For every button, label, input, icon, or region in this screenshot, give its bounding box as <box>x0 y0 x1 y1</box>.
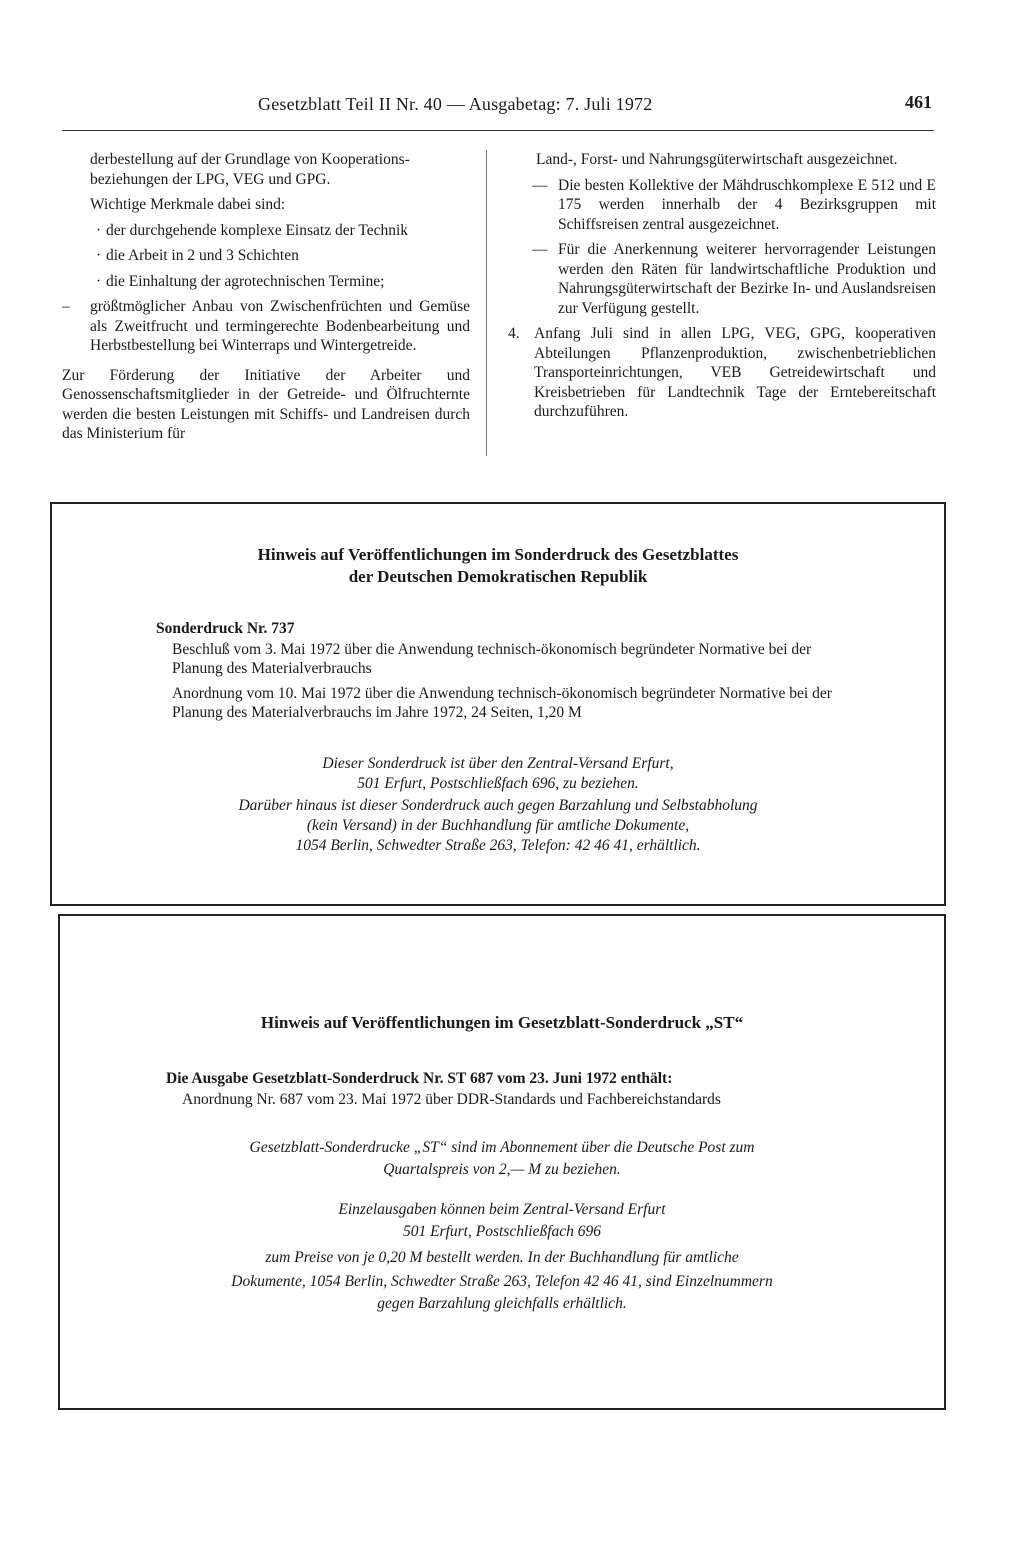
notice-heading: Die Ausgabe Gesetzblatt-Sonderdruck Nr. ST 687 vom 23. Juni 1972 enthält: <box>166 1070 673 1087</box>
dash-item-text: Für die Anerkennung weiterer hervorragender Leistungen werden den Räten für landwirtschaftliche Produktion und Nahrungsgüterwirtschaft der Bezirke In- und Auslandsreisen zur Verfügung gestellt. <box>558 241 936 317</box>
pickup-info-line: 1054 Berlin, Schwedter Straße 263, Telefon: 42 46 41, erhältlich. <box>295 837 701 854</box>
single-issue-line: gegen Barzahlung gleichfalls erhältlich. <box>377 1295 627 1312</box>
feature-item <box>62 272 470 292</box>
single-issue-line: Einzelausgaben können beim Zentral-Versand Erfurt <box>338 1201 666 1218</box>
single-issue-line: Dokumente, 1054 Berlin, Schwedter Straße 263, Telefon 42 46 41, sind Einzelnummern <box>231 1273 773 1290</box>
bullet-dot: · <box>96 272 102 290</box>
feature-text: die Einhaltung der agrotechnischen Termine; <box>106 272 385 290</box>
numbered-item-text: Anfang Juli sind in allen LPG, VEG, GPG, kooperativen Abteilungen Pflanzenproduktion, zwischenbetrieblichen Transporteinrichtungen, VEB Getreidewirtschaft und Kreisbetrieben für Landtechnik Tage der Erntebereitschaft durchzuführen. <box>534 325 936 420</box>
features-label: Wichtige Merkmale dabei sind: <box>90 196 286 213</box>
continuation-paragraph: Land-, Forst- und Nahrungsgüterwirtschaft ausgezeichnet. <box>536 151 898 168</box>
feature-item <box>62 246 470 266</box>
notice-box-st <box>58 914 946 1410</box>
closing-paragraph: Zur Förderung der Initiative der Arbeiter und Genossenschaftsmitglieder in der Getreide- und Ölfruchternte werden die besten Leistungen mit Schiffs- und Landreisen durch das Ministerium für <box>62 366 470 442</box>
dash-item <box>508 240 936 318</box>
page-number: 461 <box>905 92 932 112</box>
notice-entry: Anordnung vom 10. Mai 1972 über die Anwendung technisch-ökonomisch begründeter Normative bei der Planung des Materialverbrauchs im Jahre 1972, 24 Seiten, 1,20 M <box>172 685 832 721</box>
single-issue-line: 501 Erfurt, Postschließfach 696 <box>402 1223 602 1240</box>
feature-text: die Arbeit in 2 und 3 Schichten <box>106 247 299 264</box>
intro-paragraph <box>62 150 470 215</box>
dash-item-text: Die besten Kollektive der Mähdruschkomplexe E 512 und E 175 werden innerhalb der 4 Bezirksgruppen mit Schiffsreisen zentral ausgezeichnet. <box>558 176 936 233</box>
item-number: 4. <box>508 325 520 342</box>
single-issue-line: zum Preise von je 0,20 M bestellt werden. In der Buchhandlung für amtliche <box>265 1249 739 1266</box>
page-header <box>62 92 934 131</box>
dash-item-text: größtmöglicher Anbau von Zwischenfrüchten und Gemüse als Zweitfrucht und termingerechte Bodenbearbeitung und Herbstbestellung bei Winterraps und Wintergetreide. <box>90 298 470 354</box>
dash-item <box>508 176 936 235</box>
intro-line: beziehungen der LPG, VEG und GPG. <box>90 170 331 188</box>
notice-title-line: der Deutschen Demokratischen Republik <box>348 567 648 586</box>
notice-entry: Anordnung Nr. 687 vom 23. Mai 1972 über DDR-Standards und Fachbereichstandards <box>182 1091 721 1108</box>
pickup-info-line: Darüber hinaus ist dieser Sonderdruck auch gegen Barzahlung und Selbstabholung <box>238 797 758 814</box>
notice-box-sonderdruck <box>50 502 946 906</box>
notice-entry: Beschluß vom 3. Mai 1972 über die Anwendung technisch-ökonomisch begründeter Normative bei der Planung des Materialverbrauchs <box>172 641 812 677</box>
numbered-item <box>508 324 936 422</box>
bullet-dot: · <box>96 247 102 264</box>
notice-title-line: Hinweis auf Veröffentlichungen im Sonderdruck des Gesetzblattes <box>257 545 739 564</box>
order-info-line: Dieser Sonderdruck ist über den Zentral-Versand Erfurt, <box>322 755 674 772</box>
dash-mark: — <box>532 241 548 258</box>
column-divider <box>486 150 487 456</box>
intro-line: derbestellung auf der Grundlage von Kooperations- <box>90 151 410 168</box>
feature-text: der durchgehende komplexe Einsatz der Technik <box>106 221 409 239</box>
notice-heading: Sonderdruck Nr. 737 <box>156 620 295 637</box>
feature-item <box>62 221 470 241</box>
notice-title: Hinweis auf Veröffentlichungen im Gesetzblatt-Sonderdruck „ST“ <box>260 1013 744 1032</box>
pickup-info-line: (kein Versand) in der Buchhandlung für amtliche Dokumente, <box>306 817 690 834</box>
dash-mark: – <box>62 298 70 315</box>
subscription-line: Quartalspreis von 2,— M zu beziehen. <box>383 1161 621 1178</box>
subscription-line: Gesetzblatt-Sonderdrucke „ST“ sind im Abonnement über die Deutsche Post zum <box>249 1139 755 1156</box>
header-title: Gesetzblatt Teil II Nr. 40 — Ausgabetag: 7. Juli 1972 <box>258 94 653 114</box>
bullet-dot: · <box>96 221 102 239</box>
order-info-line: 501 Erfurt, Postschließfach 696, zu beziehen. <box>357 775 639 792</box>
dash-mark: — <box>532 176 548 194</box>
left-column <box>62 150 470 444</box>
right-column <box>508 150 936 422</box>
dash-item <box>62 297 470 356</box>
